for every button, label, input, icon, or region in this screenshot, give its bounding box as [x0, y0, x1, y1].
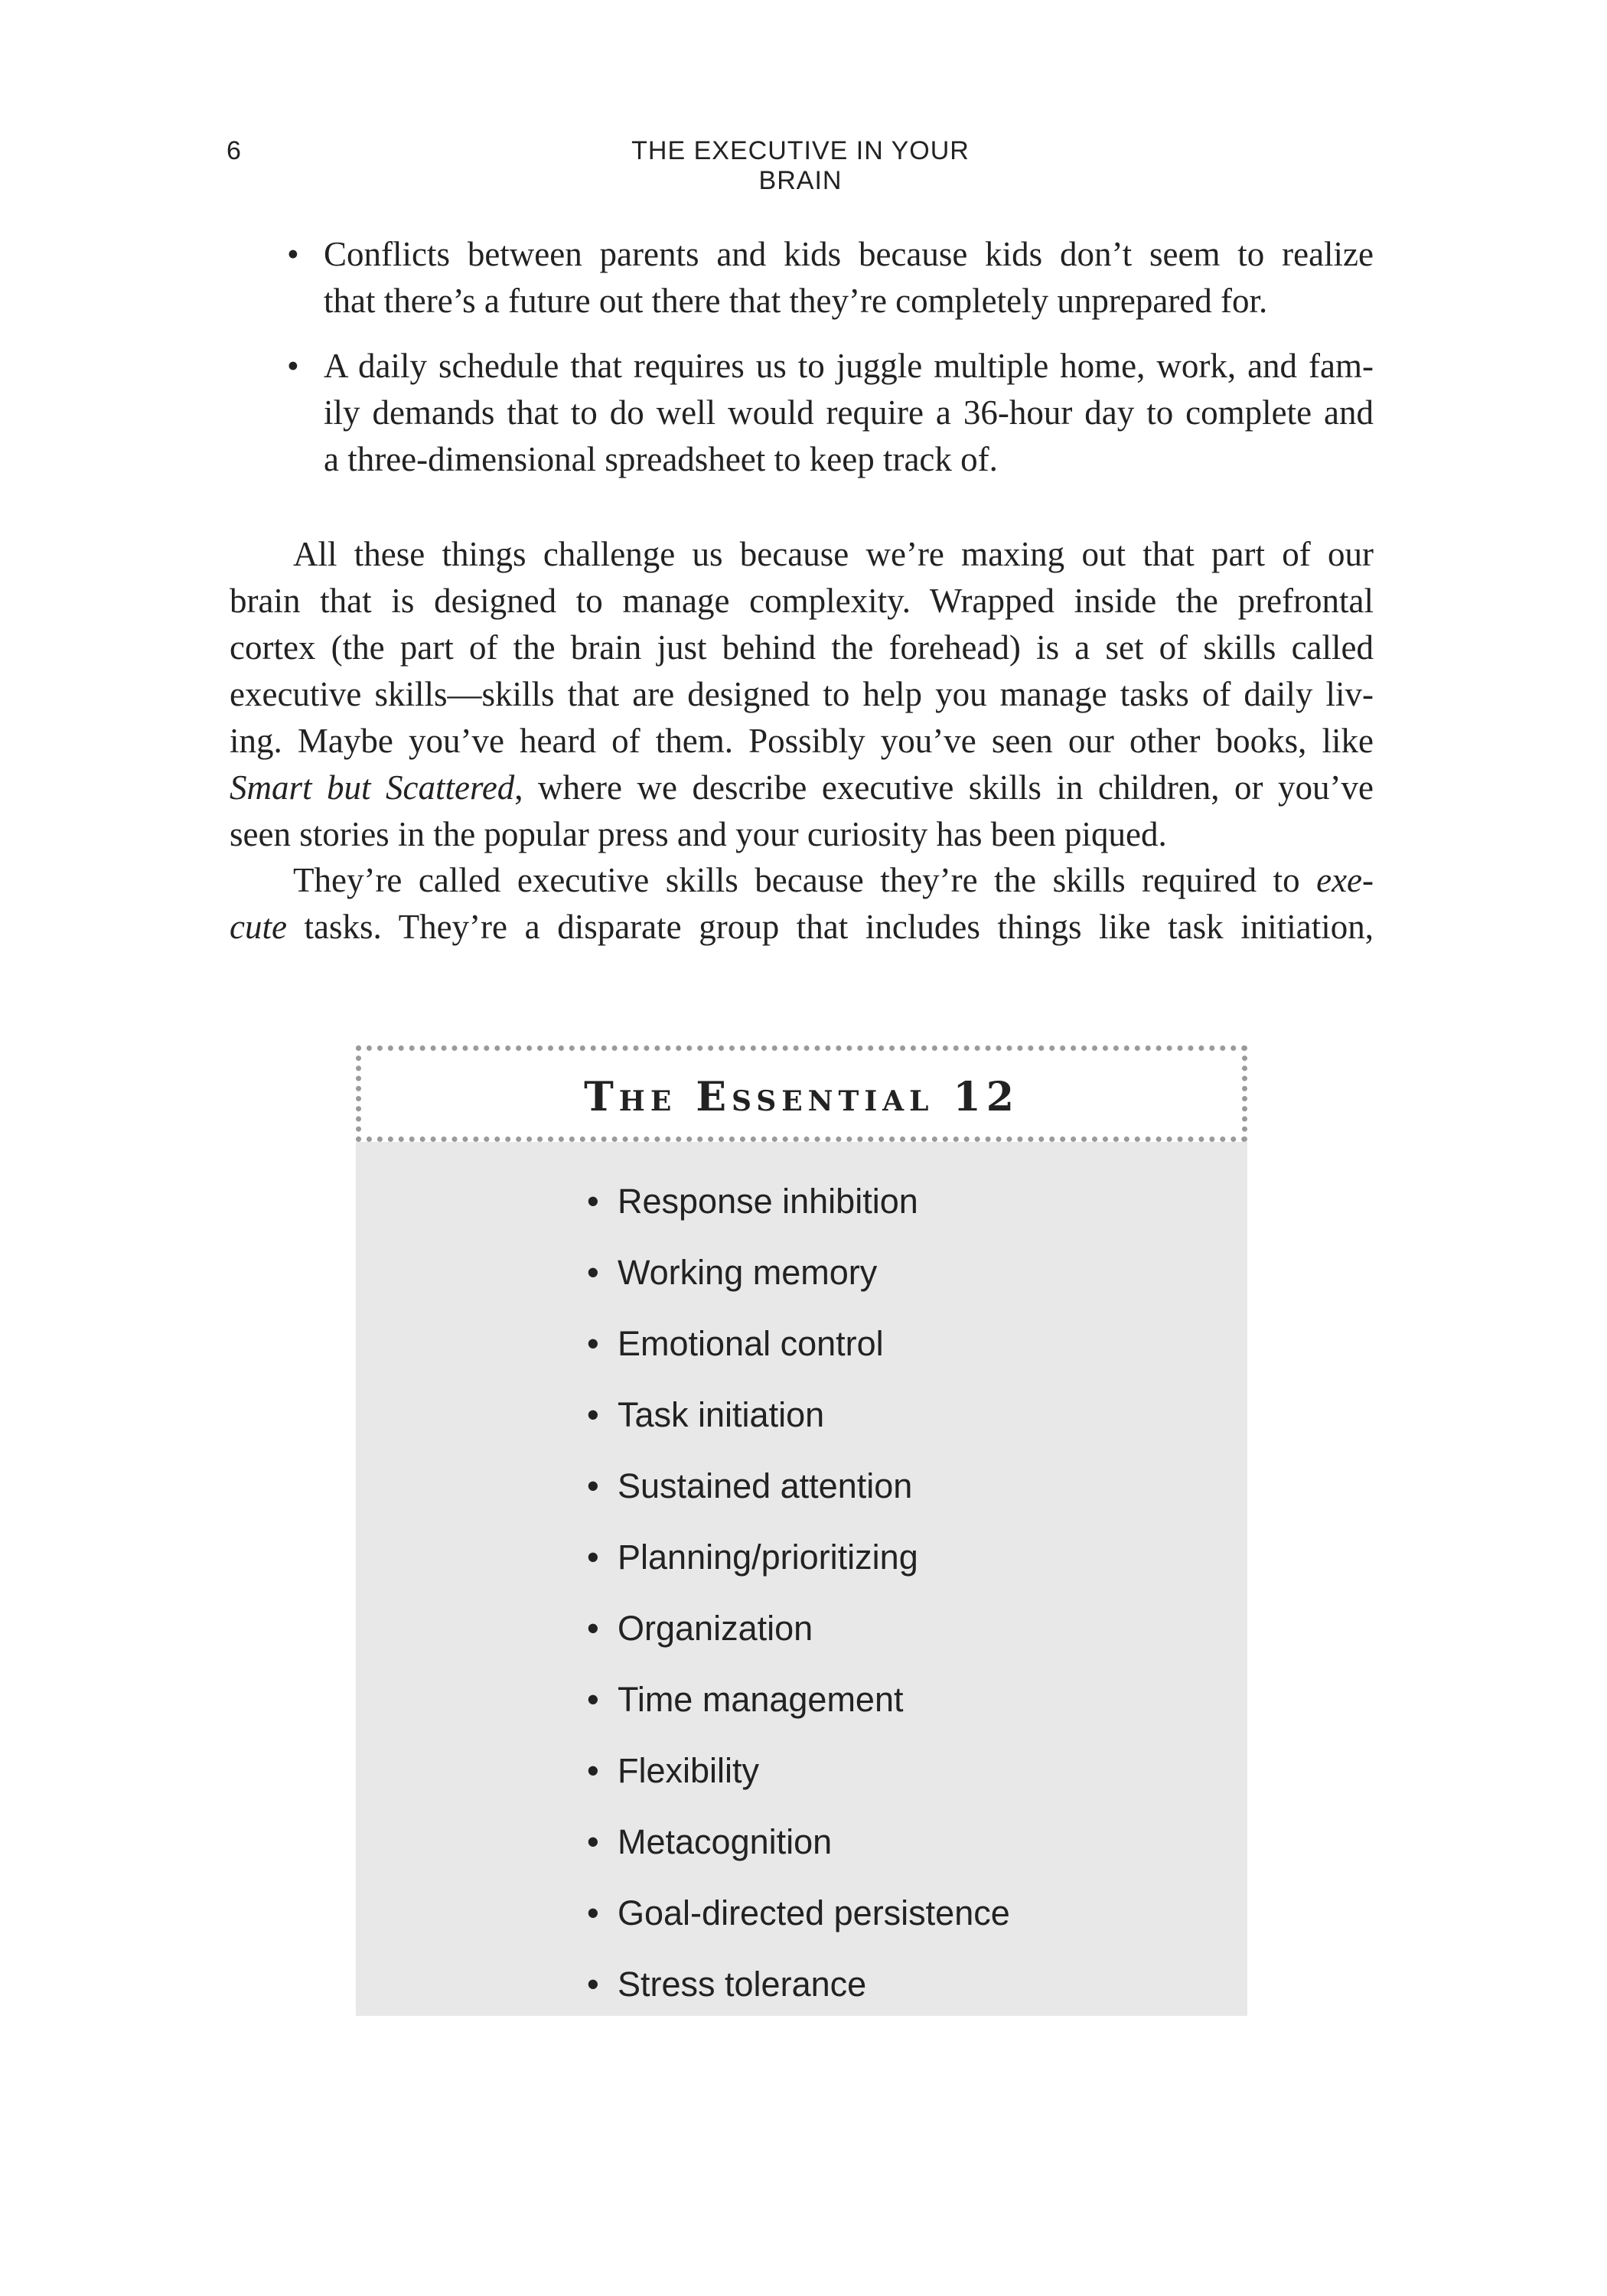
bullet-dot: •	[587, 1680, 599, 1719]
skill-item	[587, 1806, 1010, 1877]
skill-item	[587, 1379, 1010, 1450]
bullet-line: a three-dimensional spreadsheet to keep track of.	[324, 440, 998, 478]
skill-item	[587, 1166, 1010, 1237]
skill-label: Emotional control	[618, 1324, 884, 1363]
bullet-dot: •	[587, 1324, 599, 1363]
bullet-dot: •	[587, 1253, 599, 1292]
skill-item	[587, 1664, 1010, 1735]
paragraph-line	[230, 904, 1374, 951]
skill-item	[587, 1593, 1010, 1664]
skill-label: Flexibility	[618, 1751, 760, 1790]
book-title: Smart but Scattered	[230, 768, 515, 807]
bullet-line: that there’s a future out there that they’re completely unprepared for.	[324, 282, 1268, 320]
bullet-dot: •	[587, 1751, 599, 1790]
bullet-item	[287, 343, 1374, 483]
paragraph-text: tasks. They’re a disparate group that includes things like task initiation,	[286, 908, 1374, 946]
paragraph-line: All these things challenge us because we’re maxing out that part of our	[293, 535, 1374, 573]
skill-label: Working memory	[618, 1253, 878, 1292]
bullet-dot: •	[587, 1182, 599, 1221]
skill-label: Stress tolerance	[618, 1965, 867, 2004]
paragraph-complexity	[230, 531, 1374, 858]
emphasis-text: exe-	[1316, 861, 1374, 899]
skill-label: Response inhibition	[618, 1182, 918, 1221]
paragraph-text: They’re called executive skills because they’re the skills required to	[293, 861, 1317, 899]
bullet-dot: •	[587, 1893, 599, 1932]
bullet-dot: •	[587, 1965, 599, 2004]
bullet-dot: •	[587, 1822, 599, 1861]
skill-item	[587, 1308, 1010, 1379]
skill-label: Goal-directed persistence	[618, 1893, 1010, 1932]
paragraph-text: , where we describe executive skills in children, or you’ve	[514, 768, 1374, 807]
essential-skills-list	[587, 1166, 1010, 2020]
essential-12-sidebar	[356, 1045, 1247, 2016]
bullet-line: Conflicts between parents and kids because kids don’t seem to realize	[324, 235, 1374, 273]
sidebar-header	[356, 1045, 1247, 1142]
bullet-dot: •	[587, 1466, 599, 1505]
bullet-list	[287, 231, 1374, 501]
bullet-dot: •	[287, 347, 299, 385]
paragraph-executive-skills	[230, 857, 1374, 951]
paragraph-line: brain that is designed to manage complexity. Wrapped inside the prefrontal	[230, 582, 1374, 620]
paragraph-line: ing. Maybe you’ve heard of them. Possibly you’ve seen our other books, like	[230, 722, 1374, 760]
bullet-line: ily demands that to do well would require a 36-hour day to complete and	[324, 393, 1374, 432]
emphasis-text: cute	[230, 908, 287, 946]
bullet-dot: •	[287, 235, 299, 273]
bullet-item	[287, 231, 1374, 325]
paragraph-line: cortex (the part of the brain just behind the forehead) is a set of skills called	[230, 628, 1374, 667]
paragraph-line	[230, 765, 1374, 811]
bullet-dot: •	[587, 1395, 599, 1434]
bullet-dot: •	[587, 1538, 599, 1577]
skill-label: Planning/prioritizing	[618, 1538, 918, 1577]
skill-label: Sustained attention	[618, 1466, 913, 1505]
skill-label: Time management	[618, 1680, 904, 1719]
paragraph-line: executive skills—skills that are designed to help you manage tasks of daily liv-	[230, 675, 1374, 713]
skill-item	[587, 1237, 1010, 1308]
bullet-line: A daily schedule that requires us to juggle multiple home, work, and fam-	[324, 347, 1374, 385]
skill-item	[587, 1877, 1010, 1949]
sidebar-title: The Essential 12	[584, 1074, 1019, 1120]
paragraph-line	[230, 857, 1374, 904]
bullet-dot: •	[587, 1609, 599, 1648]
skill-item	[587, 1450, 1010, 1521]
skill-item	[587, 1521, 1010, 1593]
skill-label: Metacognition	[618, 1822, 833, 1861]
skill-label: Task initiation	[618, 1395, 825, 1434]
page-number: 6	[227, 136, 242, 165]
paragraph-line: seen stories in the popular press and your curiosity has been piqued.	[230, 815, 1167, 853]
running-head: THE EXECUTIVE IN YOUR BRAIN	[631, 136, 970, 195]
skill-item	[587, 1735, 1010, 1806]
skill-label: Organization	[618, 1609, 813, 1648]
skill-item	[587, 1949, 1010, 2020]
